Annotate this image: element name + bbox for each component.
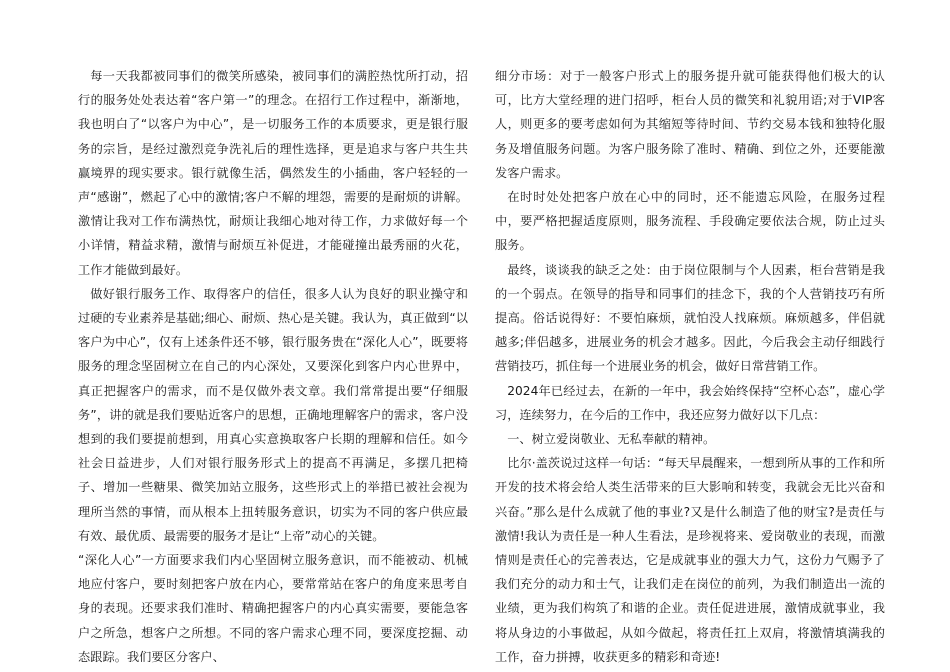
right-paragraph-5: 一、树立爱岗敬业、无私奉献的精神。 bbox=[507, 432, 716, 447]
left-paragraph-2: 做好银行服务工作、取得客户的信任，很多人认为良好的职业操守和过硬的专业素养是基础;细心、耐烦、热心是关键。我认为，真正做到“以客户为中心”，仅有上述条件还不够，银行服务贵在“深化人心”，既要将服务的理念坚固树立在自己的内心深处，又要深化到客户内心世界中，真正把握客户的需求，而不是仅做外表文章。我们常常提出要“仔细服务”，讲的就是我们要贴近客户的思想，正确地理解客户的需求，客户没想到的我们要提前想到，用真心实意换取客户长期的理解和信任。如今社会日益进步，人们对银行服务形式上的提高不再满足，多摆几把椅子、增加一些糖果、微笑加站立服务，这些形式上的举措已被社会视为理所当然的事情，而从根本上扭转服务意识，切实为不同的客户供应最有效、最优质、最需要的服务才是让“上帝”动心的关键。 bbox=[78, 286, 468, 543]
right-paragraph-2: 在时时处处把客户放在心中的同时，还不能遗忘风险，在服务过程中，要严格把握适度原则，服务流程、手段确定要依法合规，防止过头服务。 bbox=[495, 190, 885, 253]
right-paragraph-4: 2024年已经过去，在新的一年中，我会始终保持“空杯心态”，虚心学习，连续努力，在今后的工作中，我还应努力做好以下几点： bbox=[495, 383, 885, 422]
right-paragraph-6: 比尔·盖茨说过这样一句话：“每天早晨醒来，一想到所从事的工作和所开发的技术将会给人类生活带来的巨大影响和转变，我就会无比兴奋和兴奋。”那么是什么成就了他的事业?又是什么制造了他的财宝?是责任与激情!我认为责任是一种人生看法，是珍视将来、爱岗敬业的表现，而激情则是责任心的完善表达，它是成就事业的强大力气，这份力气赐予了我们充分的动力和士气，让我们走在岗位的前列，为我们制造出一流的业绩，更为我们构筑了和谐的企业。责任促进进展，激情成就事业，我将从身边的小事做起，从如今做起，将责任扛上双肩，将激情填满我的工作，奋力拼搏，收获更多的精彩和奇迹! bbox=[495, 456, 885, 664]
left-paragraph-1: 每一天我都被同事们的微笑所感染，被同事们的满腔热忱所打动，招行的服务处处表达着“客户第一”的理念。在招行工作过程中，渐渐地，我也明白了“以客户为中心”，是一切服务工作的本质要求，更是银行服务的宗旨，是经过激烈竞争洗礼后的理性选择，更是追求与客户共生共赢境界的现实要求。银行就像生活，偶然发生的小插曲，客户轻轻的一声“感谢”，燃起了心中的激情;客户不解的埋怨，需要的是耐烦的讲解。激情让我对工作布满热忱，耐烦让我细心地对待工作，力求做好每一个小详情，精益求精，激情与耐烦互补促进，才能碰撞出最秀丽的火花，工作才能做到最好。 bbox=[78, 69, 468, 277]
right-paragraph-1: 细分市场：对于一般客户形式上的服务提升就可能获得他们极大的认可，比方大堂经理的进门招呼，柜台人员的微笑和礼貌用语;对于VIP客人，则更多的要考虑如何为其缩短等待时间、节约交易本钱和独特化服务及增值服务问题。为客户服务除了准时、精确、到位之外，还要能激发客户需求。 bbox=[495, 69, 885, 180]
left-paragraph-3: “深化人心”一方面要求我们内心坚固树立服务意识，而不能被动、机械地应付客户，要时刻把客户放在内心，要常常站在客户的角度来思考自身的表现。还要求我们准时、精确把握客户的内心真实需要，要能急客户之所急，想客户之所想。不同的客户需求心理不同，要深度挖掘、动态跟踪。我们要区分客户、 bbox=[78, 553, 468, 664]
right-column bbox=[495, 64, 885, 669]
left-column bbox=[78, 64, 468, 669]
right-paragraph-3: 最终，谈谈我的缺乏之处：由于岗位限制与个人因素，柜台营销是我的一个弱点。在领导的指导和同事们的挂念下，我的个人营销技巧有所提高。俗话说得好：不要怕麻烦，就怕没人找麻烦。麻烦越多，伴侣就越多;伴侣越多，进展业务的机会才越多。因此，今后我会主动仔细践行营销技巧，抓住每一个进展业务的机会，做好日常营销工作。 bbox=[495, 262, 885, 374]
